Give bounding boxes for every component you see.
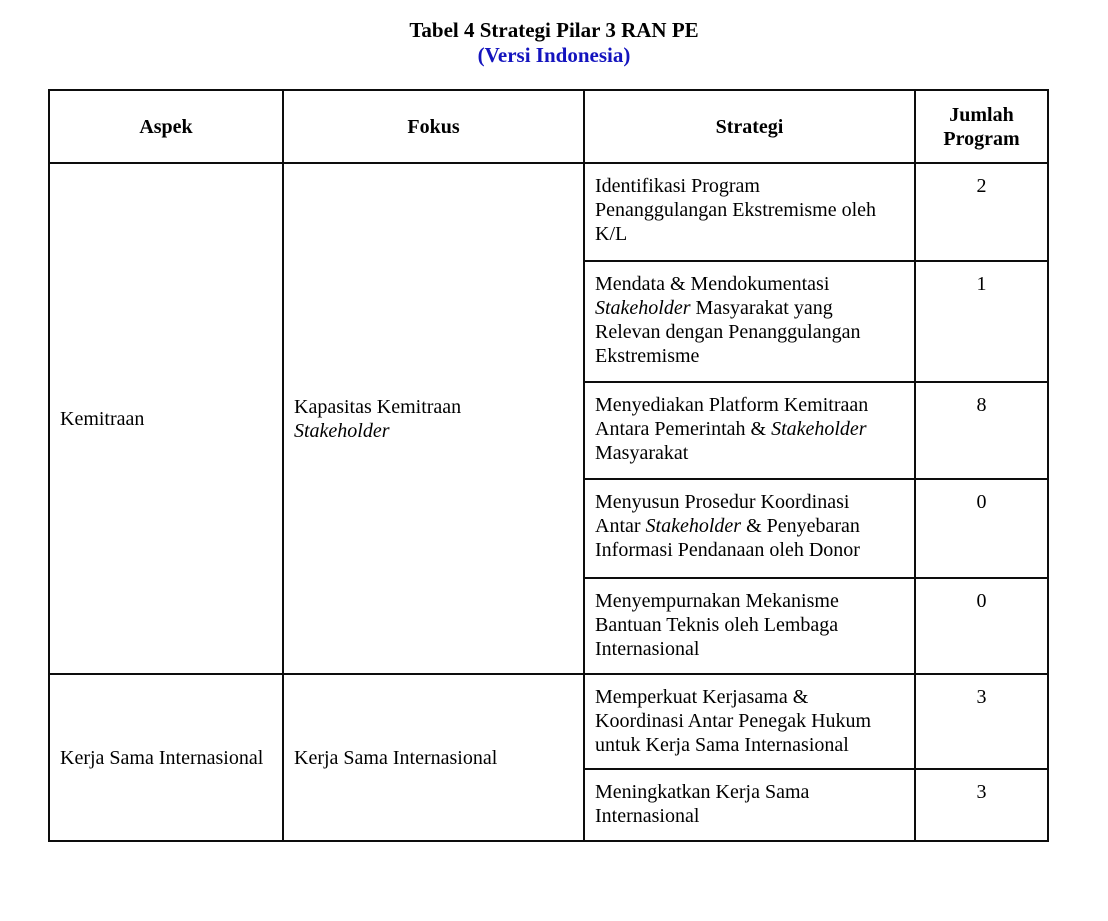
strategy-cell: Menyediakan Platform Kemitraan Antara Pemerintah & Stakeholder Masyarakat (584, 382, 915, 479)
program-count-cell: 1 (915, 261, 1048, 382)
aspek-cell-kerja-sama-internasional: Kerja Sama Internasional (49, 674, 283, 841)
strategy-cell: Menyempurnakan Mekanisme Bantuan Teknis oleh Lembaga Internasional (584, 578, 915, 674)
program-count-cell: 8 (915, 382, 1048, 479)
strategy-table (48, 89, 1049, 842)
table-row (49, 674, 1048, 769)
page-subtitle: (Versi Indonesia) (477, 43, 631, 67)
strategy-cell: Meningkatkan Kerja Sama Internasional (584, 769, 915, 841)
table-row (49, 163, 1048, 261)
fokus-cell-kerja-sama-internasional: Kerja Sama Internasional (283, 674, 584, 841)
col-header-aspek: Aspek (49, 90, 283, 163)
strategy-cell: Mendata & Mendokumentasi Stakeholder Masyarakat yang Relevan dengan Penanggulangan Ekstremisme (584, 261, 915, 382)
col-header-jumlah-program: Jumlah Program (915, 90, 1048, 163)
strategy-cell: Identifikasi Program Penanggulangan Ekstremisme oleh K/L (584, 163, 915, 261)
header-row (49, 90, 1048, 163)
strategy-cell: Menyusun Prosedur Koordinasi Antar Stakeholder & Penyebaran Informasi Pendanaan oleh Donor (584, 479, 915, 578)
col-header-fokus: Fokus (283, 90, 584, 163)
program-count-cell: 3 (915, 769, 1048, 841)
table-heading (0, 0, 1108, 68)
program-count-cell: 0 (915, 479, 1048, 578)
program-count-cell: 2 (915, 163, 1048, 261)
aspek-cell-kemitraan: Kemitraan (49, 163, 283, 674)
strategy-cell: Memperkuat Kerjasama & Koordinasi Antar Penegak Hukum untuk Kerja Sama Internasional (584, 674, 915, 769)
program-count-cell: 3 (915, 674, 1048, 769)
col-header-strategi: Strategi (584, 90, 915, 163)
page-title: Tabel 4 Strategi Pilar 3 RAN PE (409, 18, 699, 42)
fokus-cell-kapasitas-kemitraan: Kapasitas Kemitraan Stakeholder (283, 163, 584, 674)
program-count-cell: 0 (915, 578, 1048, 674)
